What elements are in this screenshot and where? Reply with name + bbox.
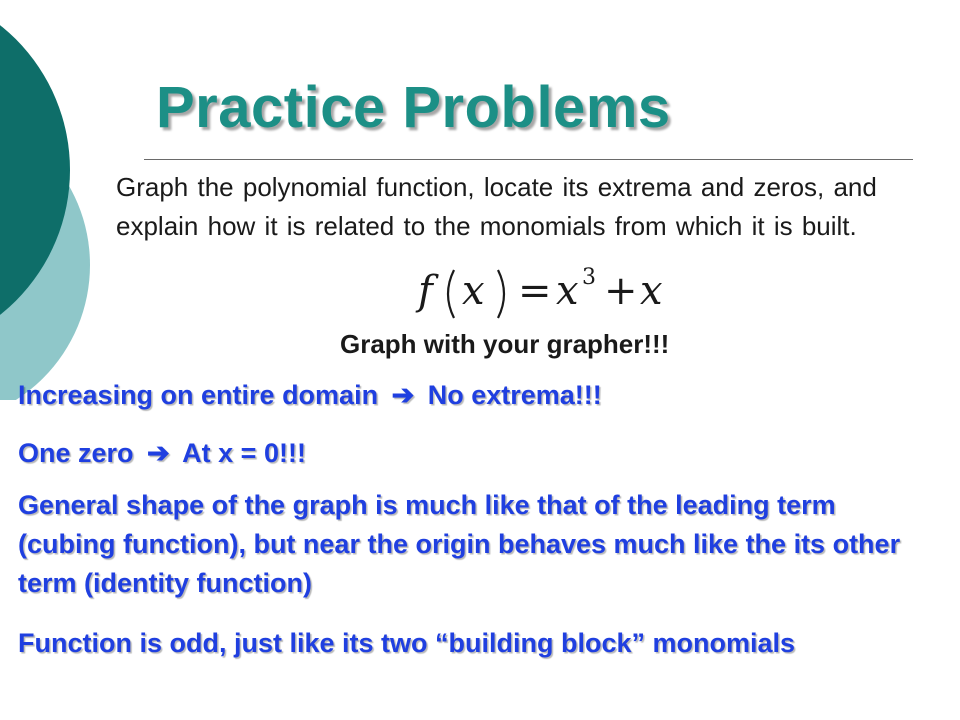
problem-prompt: Graph the polynomial function, locate its extrema and zeros, and explain how it is related to the monomials from which it is built. xyxy=(116,172,877,241)
answer-extrema-result: No extrema!!! xyxy=(427,380,602,410)
formula-equals: = xyxy=(518,268,552,314)
answer-odd: Function is odd, just like its two “building block” monomials xyxy=(18,628,796,658)
decorative-circles xyxy=(0,0,120,400)
arrow-icon: ➔ xyxy=(147,438,170,468)
formula-plus: + xyxy=(604,268,638,314)
formula-right-paren xyxy=(498,270,504,318)
slide-title: Practice Problems xyxy=(156,75,671,140)
answer-extrema-claim: Increasing on entire domain xyxy=(18,380,379,410)
answer-zeros-claim: One zero xyxy=(18,438,134,468)
formula-left-paren xyxy=(448,270,454,318)
answer-extrema xyxy=(18,376,602,415)
answer-zeros xyxy=(18,434,306,473)
grapher-note: Graph with your grapher!!! xyxy=(340,329,670,359)
answer-zeros-result: At x = 0!!! xyxy=(182,438,306,468)
formula-base: x xyxy=(556,268,579,314)
title-divider xyxy=(144,159,913,160)
function-formula xyxy=(414,262,674,322)
formula-exponent: 3 xyxy=(582,265,596,290)
formula-x: x xyxy=(462,268,485,314)
formula-f: f xyxy=(418,268,433,314)
answer-shape: General shape of the graph is much like that of the leading term (cubing function), but near the origin behaves much like the its other term (identity function) xyxy=(18,490,901,598)
arrow-icon: ➔ xyxy=(391,380,415,410)
formula-term: x xyxy=(640,268,663,314)
